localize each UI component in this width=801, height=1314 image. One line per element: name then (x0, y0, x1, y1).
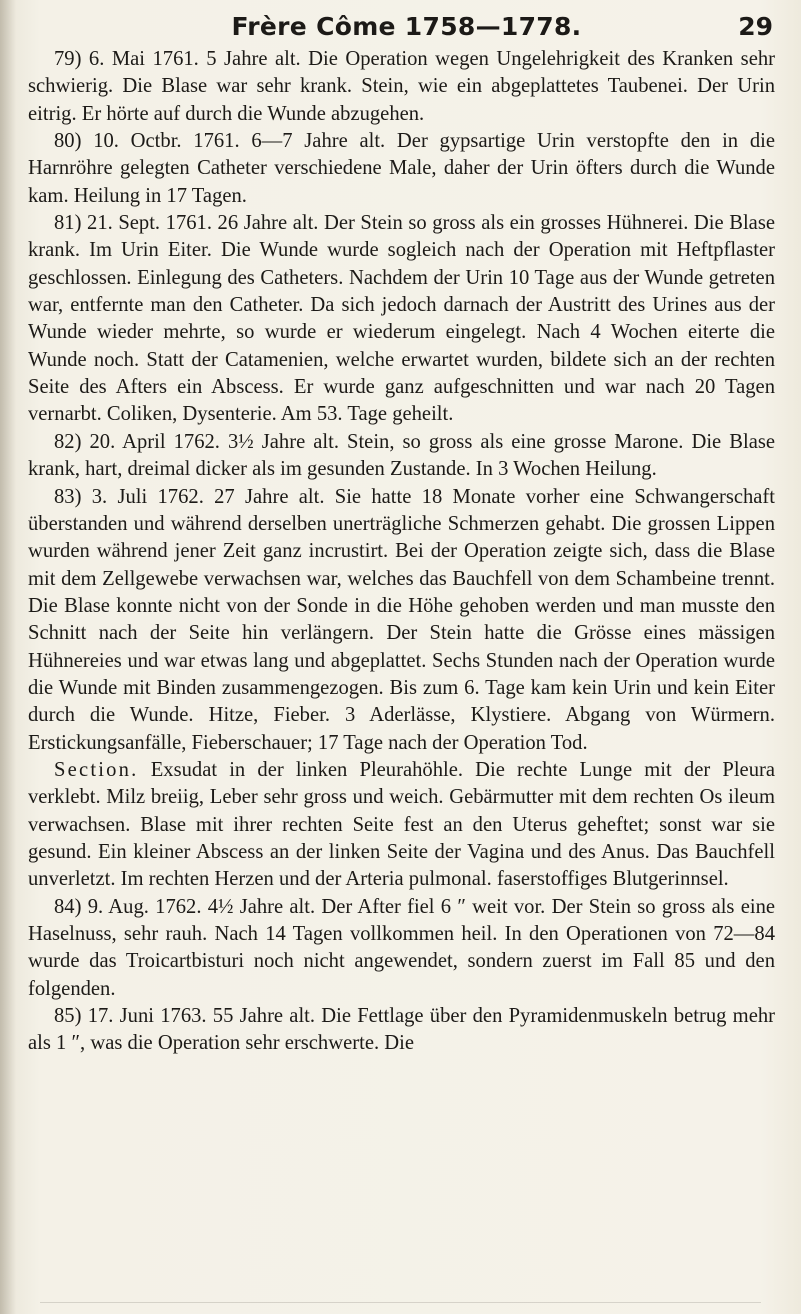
case-text: 17. Juni 1763. 55 Jahre alt. Die Fettlage über den Pyramidenmuskeln betrug mehr als 1 ″, was die Operation sehr erschwerte. Die (28, 1005, 775, 1055)
case-text: 21. Sept. 1761. 26 Jahre alt. Der Stein so gross als ein grosses Hühnerei. Die Blase krank. Im Urin Eiter. Die Wunde wurde sogleich nach der Operation mit Heftpflaster geschlossen. Einlegung des Catheters. Nachdem der Urin 10 Tage aus der Wunde getreten war, entfernte man den Catheter. Da sich jedoch darnach der Austritt des Urines aus der Wunde wieder mehrte, so wurde er wiederum eingelegt. Nach 4 Wochen eiterte die Wunde noch. Statt der Catamenien, welche erwartet wurden, bildete sich an der rechten Seite des Afters ein Abscess. Er wurde ganz aufgeschnitten und war nach 20 Tagen vernarbt. Coliken, Dysenterie. Am 53. Tage geheilt. (28, 212, 775, 426)
section-paragraph (28, 757, 775, 894)
case-number: 85) (54, 1005, 82, 1028)
case-80-paragraph (28, 128, 775, 210)
case-79-paragraph (28, 46, 775, 128)
case-number: 83) (54, 485, 82, 508)
case-number: 81) (54, 212, 82, 235)
case-text: 3. Juli 1762. 27 Jahre alt. Sie hatte 18 Monate vorher eine Schwangerschaft überstanden und während derselben unerträgliche Schmerzen gehabt. Die grossen Lippen wurden während jener Zeit ganz incrustirt. Bei der Operation zeigte sich, dass die Blase mit dem Zellgewebe verwachsen war, welches das Bauchfell von dem Schambeine trennt. Die Blase konnte nicht von der Sonde in die Höhe gehoben werden und man musste den Schnitt nach der Seite hin verlängern. Der Stein hatte die Grösse eines mässigen Hühnereies und war etwas lang und abgeplattet. Sechs Stunden nach der Operation wurde die Wunde mit Binden zusammengezogen. Bis zum 6. Tage kam kein Urin und kein Eiter durch die Wunde. Hitze, Fieber. 3 Aderlässe, Klystiere. Abgang von Würmern. Erstickungsanfälle, Fieberschauer; 17 Tage nach der Operation Tod. (28, 485, 775, 754)
page-number: 29 (738, 12, 773, 41)
case-84-paragraph (28, 894, 775, 1003)
case-number: 84) (54, 895, 82, 918)
running-title: Frère Côme 1758—1778. (231, 12, 582, 41)
page-edge (40, 1302, 761, 1303)
case-text: 10. Octbr. 1761. 6—7 Jahre alt. Der gypsartige Urin verstopfte den in die Harnröhre gelegten Catheter verschiedene Male, daher der Urin öfters durch die Wunde kam. Heilung in 17 Tagen. (28, 130, 775, 207)
page-body (28, 46, 775, 1058)
case-number: 79) (54, 48, 82, 70)
case-text: 6. Mai 1761. 5 Jahre alt. Die Operation wegen Ungelehrigkeit des Kranken sehr schwierig. Die Blase war sehr krank. Stein, wie ein abgeplattetes Taubenei. Der Urin eitrig. Er hörte auf durch die Wunde abzugehen. (28, 48, 775, 125)
page-header (40, 12, 773, 46)
case-number: 82) (54, 430, 82, 453)
case-82-paragraph (28, 429, 775, 484)
case-83-paragraph (28, 484, 775, 757)
case-85-paragraph (28, 1003, 775, 1058)
section-text: Exsudat in der linken Pleurahöhle. Die rechte Lunge mit der Pleura verklebt. Milz breiig, Leber sehr gross und weich. Gebärmutter mit dem rechten Os ileum verwachsen. Blase mit ihrer rechten Seite fest an den Uterus geheftet; sonst war sie gesund. Ein kleiner Abscess an der linken Seite der Vagina und des Anus. Das Bauchfell unverletzt. Im rechten Herzen und der Arteria pulmonal. faserstoffiges Blutgerinnsel. (28, 758, 775, 891)
section-label: Section. (54, 758, 139, 781)
binding-shadow (0, 0, 16, 1314)
case-text: 20. April 1762. 3½ Jahre alt. Stein, so gross als eine grosse Marone. Die Blase krank, hart, dreimal dicker als im gesunden Zustande. In 3 Wochen Heilung. (28, 430, 775, 481)
case-number: 80) (54, 130, 82, 153)
case-text: 9. Aug. 1762. 4½ Jahre alt. Der After fiel 6 ″ weit vor. Der Stein so gross als eine Haselnuss, sehr rauh. Nach 14 Tagen vollkommen heil. In den Operationen von 72—84 wurde das Troicartbisturi noch nicht angewendet, sondern zuerst im Fall 85 und den folgenden. (28, 895, 775, 1000)
case-81-paragraph (28, 210, 775, 429)
